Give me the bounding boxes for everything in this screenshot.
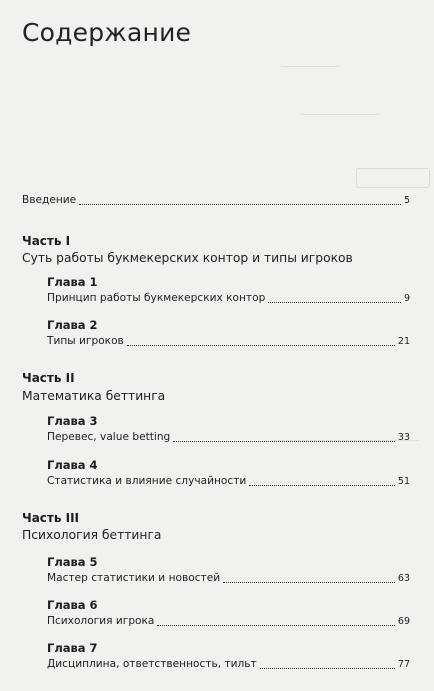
toc-entry-chapter[interactable] xyxy=(47,292,410,305)
bleed-through-frame xyxy=(280,56,340,67)
chapter-heading: Глава 6 xyxy=(47,598,98,612)
toc-entry-label: Статистика и влияние случайности xyxy=(47,475,247,487)
page-number: 33 xyxy=(397,432,410,443)
part-title: Суть работы букмекерских контор и типы игроков xyxy=(22,251,353,265)
part-heading: Часть III xyxy=(22,511,80,525)
dot-leader xyxy=(79,204,401,205)
chapter-heading: Глава 2 xyxy=(47,318,98,332)
chapter-heading: Глава 7 xyxy=(47,641,98,655)
toc-entry-chapter[interactable] xyxy=(47,431,410,444)
dot-leader xyxy=(268,302,401,303)
bleed-through-frame xyxy=(356,168,430,188)
toc-entry-label: Принцип работы букмекерских контор xyxy=(47,292,266,304)
part-title: Психология беттинга xyxy=(22,528,162,542)
dot-leader xyxy=(157,625,394,626)
dot-leader xyxy=(223,582,395,583)
chapter-heading: Глава 3 xyxy=(47,414,98,428)
bleed-through-frame xyxy=(300,104,380,115)
page-number: 9 xyxy=(403,293,410,304)
page-number: 63 xyxy=(397,573,410,584)
dot-leader xyxy=(260,668,395,669)
part-heading: Часть II xyxy=(22,371,75,385)
part-title: Математика беттинга xyxy=(22,389,166,403)
toc-entry-chapter[interactable] xyxy=(47,335,410,348)
page-title: Содержание xyxy=(22,18,192,47)
toc-entry-label: Перевес, value betting xyxy=(47,431,171,443)
chapter-heading: Глава 5 xyxy=(47,555,98,569)
toc-entry-intro[interactable] xyxy=(22,194,410,207)
page-number: 77 xyxy=(397,659,410,670)
page-number: 21 xyxy=(397,336,410,347)
toc-entry-chapter[interactable] xyxy=(47,572,410,585)
dot-leader xyxy=(249,485,395,486)
part-heading: Часть I xyxy=(22,234,71,248)
toc-entry-chapter[interactable] xyxy=(47,475,410,488)
chapter-heading: Глава 4 xyxy=(47,458,98,472)
dot-leader xyxy=(173,441,395,442)
toc-entry-label: Дисциплина, ответственность, тильт xyxy=(47,658,257,670)
toc-entry-label: Мастер статистики и новостей xyxy=(47,572,221,584)
page-number: 51 xyxy=(397,476,410,487)
toc-entry-label: Введение xyxy=(22,194,77,206)
toc-entry-label: Психология игрока xyxy=(47,615,155,627)
page-number: 5 xyxy=(403,195,410,206)
toc-entry-chapter[interactable] xyxy=(47,658,410,671)
toc-entry-chapter[interactable] xyxy=(47,615,410,628)
toc-entry-label: Типы игроков xyxy=(47,335,124,347)
chapter-heading: Глава 1 xyxy=(47,275,98,289)
dot-leader xyxy=(127,345,395,346)
page-number: 69 xyxy=(397,616,410,627)
